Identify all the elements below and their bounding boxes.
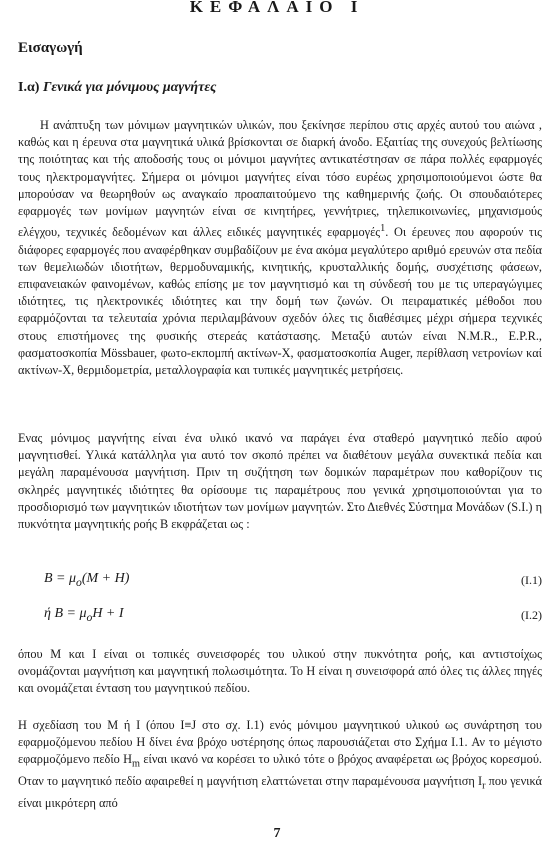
subsection-heading	[18, 80, 216, 96]
subsection-title: Γενικά για μόνιμους μαγνήτες	[42, 80, 217, 95]
equation-1-number: (I.1)	[521, 573, 542, 587]
paragraph-intro-text: Η ανάπτυξη των μόνιμων μαγνητικών υλικών, που ξεκίνησε περίπου στις αρχές αυτού του αιώνα , καθώς και η έρευνα στα μαγνητικά υλικά βρίσκονται σε διαρκή άνοδο. Εξαιτίας της συνεχούς βελτίωσης της ποιότητας και τής αποδοσής τους οι μόνιμοι μαγνήτες αντικατέστησαν σε πάρα πολλές εφαρμογές τους ηλεκτρομαγνήτες. Σήμερα οι μόνιμοι μαγνήτες είναι τόσο ευρέως χρησιμοποιούμενοι ώστε θα μπορούσαν να θεωρηθούν ως αναγκαίο προαπαιτούμενο της καθημερινής ζωής. Οι σπουδαιότερες εφαρμογές των μονίμων μαγνητών είναι σε κινητήρες, γεννήτριες, τηλεπικοινωνίες, μηχανισμούς ελέγχου, τεχνικές δεδομένων και άλλες ειδικές μαγνητικές εφαρμογές	[18, 118, 542, 240]
equation-2-expression	[44, 606, 124, 624]
paragraph-intro-continuation: . Οι έρευνες που αφορούν τις διάφορες εφαρμογές που αναφέρθηκαν συμβαδίζουν με ένα ακόμα μεγαλύτερο αριθμό ερευνών στα πεδία των θεμελιωδών ιδιοτήτων, θερμοδυναμικής, κινητικής, κρυσταλλικής δομής, συσχέτισης φάσεων, επιφανειακών φαινομένων, καθώς επίσης με τον μαγνητισμό και τη σύνδεσή του με τις υπεραγώγιμες ιδιότητες, τις ηλεκτρονικές ιδιότητες και την δομή των ζωνών. Οι πειραματικές μέθοδοι που εφαρμόζονται τα τελευταία χρόνια περιλαμβάνουν σχεδόν όλες τις διαθέσιμες μέχρι σήμερα τεχνικές στους επιστήμονες της φυσικής στερεάς κατάστασης. Μεταξύ αυτών είναι N.M.R., E.P.R., φασματοσκοπία Mössbauer, φωτο-εκπομπή ακτίνων-Χ, φασματοσκοπία Auger, περίθλαση νετρονίων καί ακτίνων-Χ, θερμιδομετρία, μεταλλογραφία και τυπικές μαγνητικές μετρήσεις.	[18, 225, 542, 377]
paragraph-intro	[18, 117, 542, 379]
equation-2	[44, 606, 542, 626]
paragraph-definition: Ενας μόνιμος μαγνήτης είναι ένα υλικό ικανό να παράγει ένα σταθερό μαγνητικό πεδίο αφού μαγνητισθεί. Υλικά κατάλληλα για αυτό τον σκοπό πρέπει να διαθέτουν μεγάλα συνεκτικά πεδία και μεγάλη παραμένουσα μαγνήτιση. Πριν τη συζήτηση των δομικών παραμέτρων που καθορίζουν τις σκληρές μαγνητικές ιδιότητες θα ορίσουμε τις παραμέτρους που γενικά χρησιμοποιούνται για το προσδιορισμό των μαγνητικών ιδιοτήτων των μονίμων μαγνητών. Στο Διεθνές Σύστημα Μονάδων (S.I.) η πυκνότητα μαγνητικής ροής B εκφράζεται ως :	[18, 431, 542, 532]
paragraph-hysteresis	[18, 717, 542, 812]
paragraph-hysteresis-text-b: είναι ικανό να κορέσει το υλικό τότε ο βρόχος αναφέρεται ως βρόχος κορεσμού. Οταν το μαγνητικό πεδίο αφαιρεθεί η μαγνήτιση ελαττώνεται στην παραμένουσα μαγνήτιση I	[18, 752, 542, 789]
equation-1-rhs: (M + H)	[81, 571, 130, 586]
equation-2-subscript: o	[86, 610, 93, 624]
chapter-title: ΚΕΦΑΛΑΙΟ Ι	[189, 0, 365, 14]
page-number: 7	[273, 826, 281, 841]
paragraph-explanation: όπου M και I είναι οι τοπικές συνεισφορές του υλικού στην πυκνότητα ροής, και αντιστοίχως ονομάζονται μαγνήτιση και μαγνητική πολωσιμότητα. Το H είναι η συνεισφορά από όλες τις άλλες πηγές και ονομάζεται ένταση του μαγνητικού πεδίου.	[18, 647, 542, 696]
equation-1	[44, 571, 542, 591]
subsection-label: Ι.α)	[18, 80, 40, 95]
subscript-m: m	[132, 758, 141, 770]
equation-2-lhs: ή B = μ	[44, 606, 87, 621]
equation-2-number: (I.2)	[521, 608, 542, 622]
equation-1-expression	[44, 571, 129, 589]
equation-1-lhs: B = μ	[44, 571, 77, 586]
paragraph-hysteresis-text-a: Η σχεδίαση του M ή I (όπου I≡J στο σχ. I.1) ενός μόνιμου μαγνητικού υλικού ως συνάρτηση του εφαρμοζόμενου πεδίου H δίνει ένα βρόχο υστέρησης όπως παρουσιάζεται στο Σχήμα I.1. Αν το μέγιστο εφαρμοζόμενο πεδίο H	[18, 718, 542, 767]
subscript-r: r	[482, 780, 486, 792]
section-title: Εισαγωγή	[18, 40, 83, 56]
footnote-ref: 1	[380, 223, 386, 235]
paragraph-hysteresis-text-c: που γενικά είναι μικρότερη από	[18, 774, 542, 810]
equation-1-subscript: o	[76, 575, 82, 589]
equation-2-rhs: H + I	[92, 606, 124, 621]
